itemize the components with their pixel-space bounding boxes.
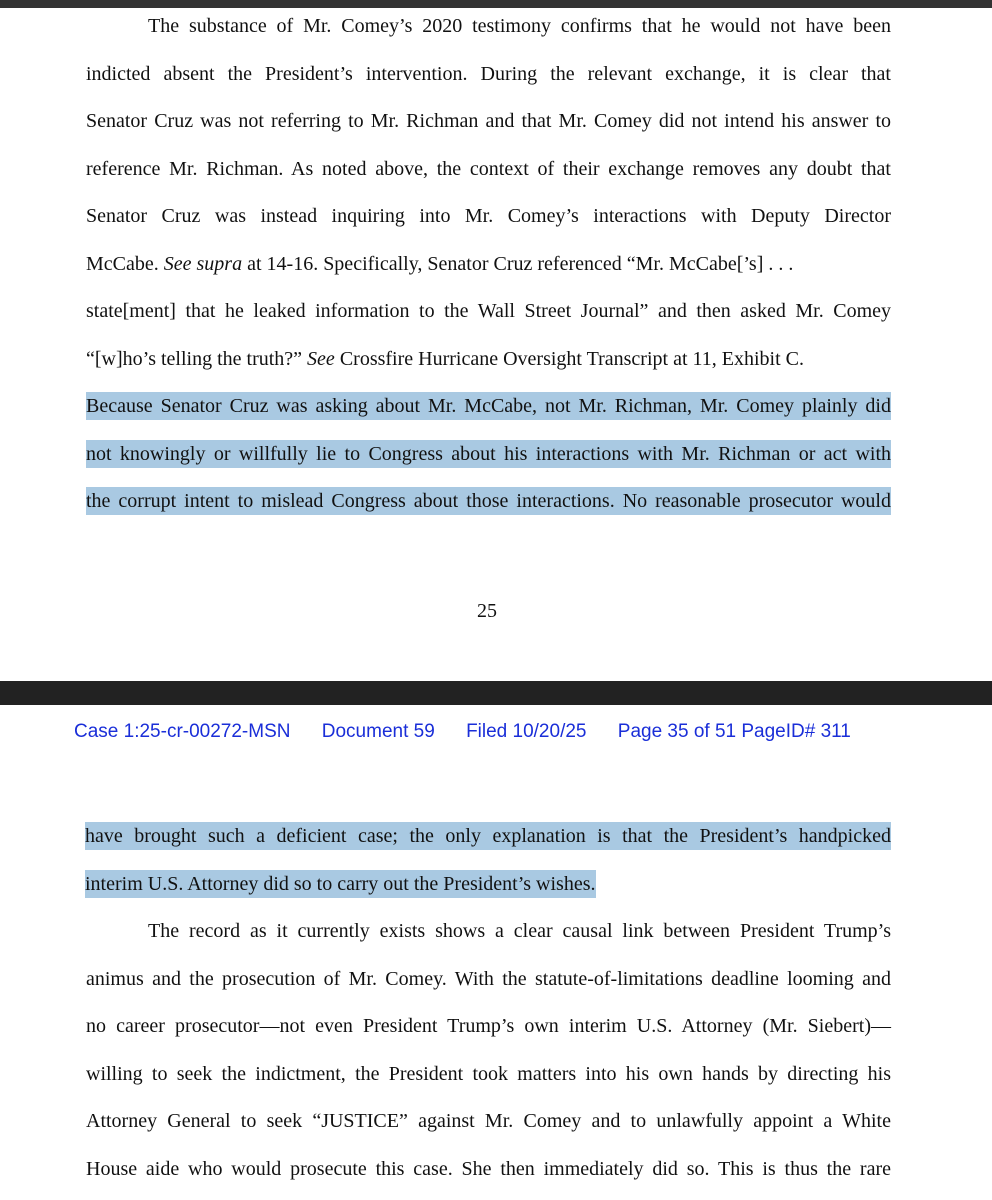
citation-signal: See supra <box>163 253 243 275</box>
paragraph-line: Senator Cruz was instead inquiring into Mr. Comey’s interactions with Deputy Director <box>86 205 891 227</box>
paragraph-line: McCabe. See supra at 14-16. Specifically, Senator Cruz referenced “Mr. McCabe[’s] . . . <box>86 253 794 275</box>
filed-date: Filed 10/20/25 <box>466 721 587 742</box>
page-id: Page 35 of 51 PageID# 311 <box>617 721 851 742</box>
paragraph-line: indicted absent the President’s intervention. During the relevant exchange, it is clear that <box>86 63 891 85</box>
paragraph-line: reference Mr. Richman. As noted above, the context of their exchange removes any doubt that <box>86 158 891 180</box>
top-page-edge <box>0 0 992 8</box>
highlighted-line[interactable]: the corrupt intent to mislead Congress about those interactions. No reasonable prosecutor would <box>86 487 891 515</box>
highlighted-line[interactable]: interim U.S. Attorney did so to carry out the President’s wishes. <box>85 870 596 898</box>
highlighted-line[interactable]: Because Senator Cruz was asking about Mr. McCabe, not Mr. Richman, Mr. Comey plainly did <box>86 392 891 420</box>
highlighted-line[interactable]: not knowingly or willfully lie to Congress about his interactions with Mr. Richman or act with <box>86 440 891 468</box>
paragraph-line: no career prosecutor—not even President Trump’s own interim U.S. Attorney (Mr. Siebert)— <box>86 1015 891 1037</box>
paragraph-line: House aide who would prosecute this case. She then immediately did so. This is thus the rare <box>86 1158 891 1180</box>
paragraph-line: Senator Cruz was not referring to Mr. Richman and that Mr. Comey did not intend his answer to <box>86 110 891 132</box>
paragraph-line: “[w]ho’s telling the truth?” See Crossfire Hurricane Oversight Transcript at 11, Exhibit C. <box>86 348 805 370</box>
paragraph-line: Attorney General to seek “JUSTICE” against Mr. Comey and to unlawfully appoint a White <box>86 1110 891 1132</box>
paragraph-line: state[ment] that he leaked information to the Wall Street Journal” and then asked Mr. Comey <box>86 300 891 322</box>
page-divider <box>0 681 992 705</box>
document-number: Document 59 <box>321 721 435 742</box>
paragraph-line: animus and the prosecution of Mr. Comey. With the statute-of-limitations deadline looming and <box>86 968 891 990</box>
citation-signal: See <box>307 348 335 370</box>
paragraph-line: The substance of Mr. Comey’s 2020 testimony confirms that he would not have been <box>148 15 891 37</box>
paragraph-line: The record as it currently exists shows a clear causal link between President Trump’s <box>148 920 891 942</box>
paragraph-line: willing to seek the indictment, the President took matters into his own hands by directing his <box>86 1063 891 1085</box>
court-filing-header <box>74 719 851 745</box>
case-number: Case 1:25-cr-00272-MSN <box>74 721 291 742</box>
page-number: 25 <box>477 600 497 622</box>
highlighted-line[interactable]: have brought such a deficient case; the only explanation is that the President’s handpicked <box>85 822 891 850</box>
